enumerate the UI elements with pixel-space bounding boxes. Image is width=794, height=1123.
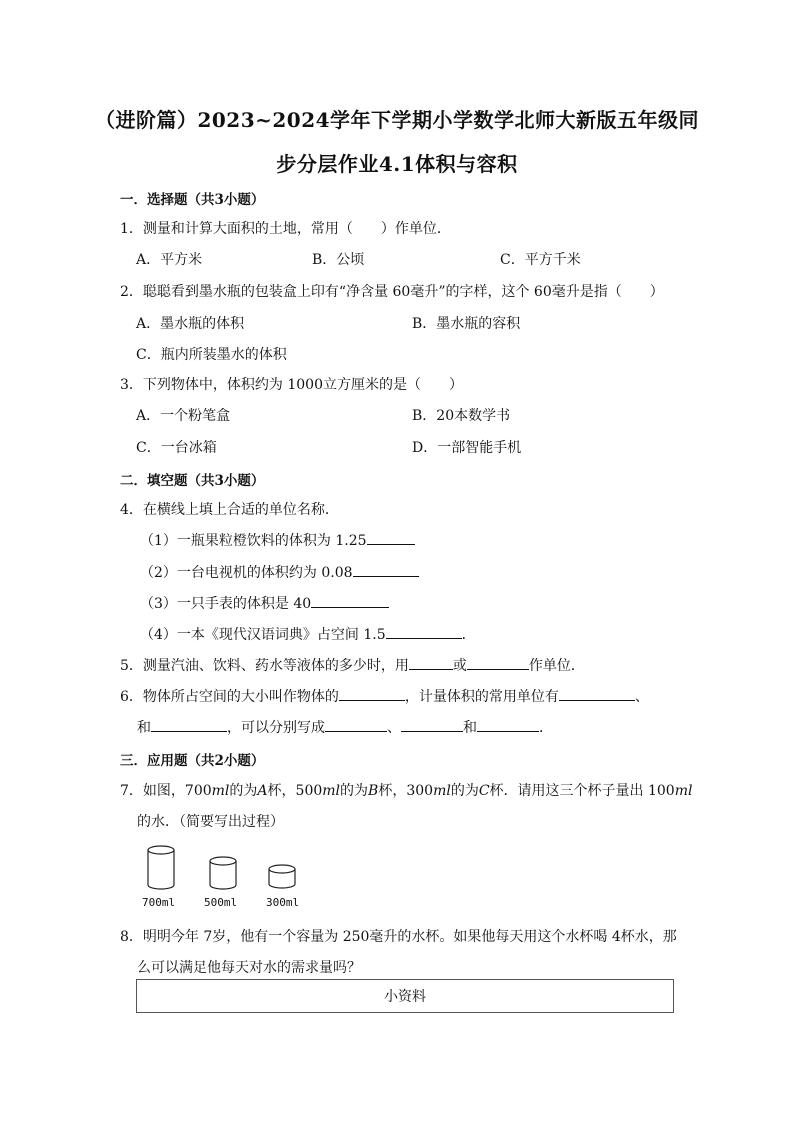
info-box-title: 小资料 [384,989,426,1005]
q3-option-b: B．20本数学书 [412,408,511,424]
title-line-2: 步分层作业4.1体积与容积 [276,152,518,176]
q3-option-a: A．一个粉笔盒 [136,408,231,424]
answer-blank[interactable] [325,719,387,732]
q1-option-b: B．公顷 [312,252,365,268]
section-heading-application: 三．应用题（共2小题） [120,753,265,769]
question-6-line-1: 6．物体所占空间的大小叫作物体的 ，计量体积的常用单位有 、 [120,689,649,705]
answer-blank[interactable] [467,657,529,670]
answer-blank[interactable] [477,719,539,732]
cup-700ml-icon [148,846,174,889]
cup-label-700: 700ml [142,896,176,909]
cup-500ml-icon [210,857,236,889]
question-1-stem: 1．测量和计算大面积的土地，常用（ ）作单位． [120,221,451,237]
q3-option-d: D．一部智能手机 [412,440,522,456]
question-2-stem: 2．聪聪看到墨水瓶的包装盒上印有“净含量 60毫升”的字样，这个 60毫升是指（ ） [120,284,664,300]
answer-blank[interactable] [151,719,227,732]
q4-part-1: （1）一瓶果粒橙饮料的体积为 1.25 [140,530,415,550]
section-heading-choice: 一．选择题（共3小题） [120,192,265,208]
question-5: 5．测量汽油、饮料、药水等液体的多少时，用 或 作单位． [120,658,585,674]
cup-label-500: 500ml [204,896,238,909]
answer-blank[interactable] [386,626,462,639]
cup-300ml-icon [269,865,295,888]
question-3-stem: 3．下列物体中，体积约为 1000立方厘米的是（ ） [120,377,463,393]
question-7-line-2: 的水．（简要写出过程） [137,814,284,830]
cups-illustration [130,840,320,900]
q4-part-3: （3）一只手表的体积是 40 [140,593,389,613]
answer-blank[interactable] [367,532,415,545]
section-heading-fill: 二．填空题（共3小题） [120,473,265,489]
question-7-line-1: 7．如图，700ml的为A杯，500ml的为B杯，300ml的为C杯．请用这三个杯子量出 100ml [120,783,693,799]
question-8-line-2: 么可以满足他每天对水的需求量吗？ [137,960,361,976]
q2-option-b: B．墨水瓶的容积 [412,316,521,332]
answer-blank[interactable] [559,688,635,701]
q1-option-a: A．平方米 [136,252,203,268]
q1-option-c: C．平方千米 [500,252,581,268]
answer-blank[interactable] [311,595,389,608]
answer-blank[interactable] [409,657,453,670]
q2-option-a: A．墨水瓶的体积 [136,316,245,332]
answer-blank[interactable] [339,688,405,701]
title-line-1: （进阶篇）2023~2024学年下学期小学数学北师大新版五年级同 [94,108,700,132]
q3-option-c: C．一台冰箱 [136,440,217,456]
q2-option-c: C．瓶内所装墨水的体积 [136,347,287,363]
cup-label-300: 300ml [266,896,300,909]
q4-part-4: （4）一本《现代汉语词典》占空间 1.5 ． [140,627,476,643]
question-8-line-1: 8．明明今年 7岁，他有一个容量为 250毫升的水杯。如果他每天用这个水杯喝 4杯水，那 [120,929,677,945]
answer-blank[interactable] [401,719,463,732]
question-4-stem: 4．在横线上填上合适的单位名称． [120,502,339,518]
info-box [136,979,674,1013]
answer-blank[interactable] [353,564,419,577]
q4-part-2: （2）一台电视机的体积约为 0.08 [140,562,419,582]
question-6-line-2: 和 ，可以分别写成 、 和 ． [137,720,553,736]
